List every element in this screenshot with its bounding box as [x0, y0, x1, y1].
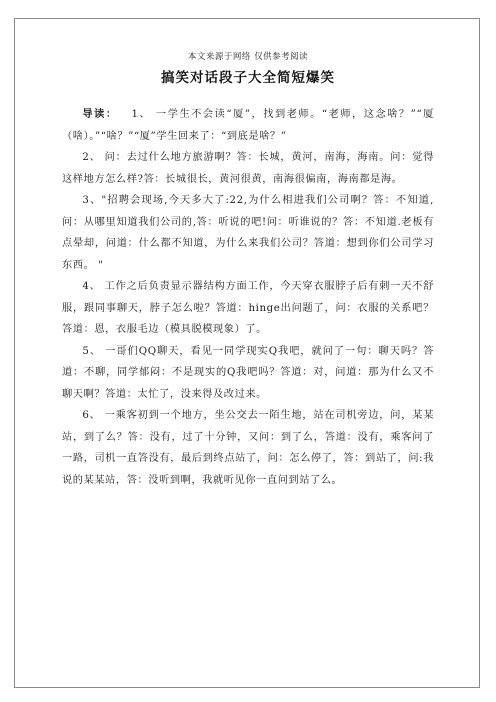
- paragraph-4: 4、 工作之后负责显示器结构方面工作，今天穿衣服脖子后有刺一天不舒服，跟同事聊天，脖子怎么啦？答道：hinge出问题了，问：衣服的关系吧？答道：恩，衣服毛边（模具脱模现象）了。: [62, 281, 434, 335]
- lead-label: 导读：: [82, 108, 118, 120]
- document-title: 搞笑对话段子大全简短爆笑: [161, 70, 335, 86]
- paragraph-1: [62, 104, 434, 147]
- document-body: [62, 104, 434, 491]
- paragraph-1-text: 1、 一学生不会读“厦”，找到老师。“老师，这念啥？”“厦（啥）。”“啥？”“厦”学生回来了：“到底是啥？”: [62, 109, 434, 142]
- source-note: 本文来源于网络 仅供参考阅读: [187, 52, 309, 62]
- paragraph-5: 5、 一哥们QQ聊天，看见一同学现实Q我吧，就问了一句：聊天吗？答道：不聊，同学郁闷：不是现实的Q我吧吗？答道：对，问道：那为什么又不聊天啊？答道：太忙了，没来得及改过来。: [62, 345, 434, 400]
- paragraph-2: 2、 问：去过什么地方旅游啊？答：长城，黄河，南海，海南。问：觉得这样地方怎么样?答：长城很长，黄河很黄，南海很偏南，海南都是海。: [62, 152, 434, 185]
- paragraph-3: 3、"招聘会现场,今天多大了:22,为什么相进我们公司啊？答：不知道,问：从哪里知道我们公司的,答：听说的吧!问：听谁说的？答：不知道.老板有点晕却，问道：什么都不知道，为什么来我们公司？答道：想到你们公司学习东西。 ": [62, 195, 434, 271]
- paragraph-6: 6、 一乘客初到一个地方，坐公交去一陌生地，站在司机旁边，问，某某站，到了么？答：没有，过了十分钟，又问：到了么，答道：没有，乘客问了一路，司机一直答没有，最后到终点站了，问：怎么停了，答：到站了，问:我说的某某站，答：没听到啊，我就听见你一直问到站了么。: [62, 410, 434, 486]
